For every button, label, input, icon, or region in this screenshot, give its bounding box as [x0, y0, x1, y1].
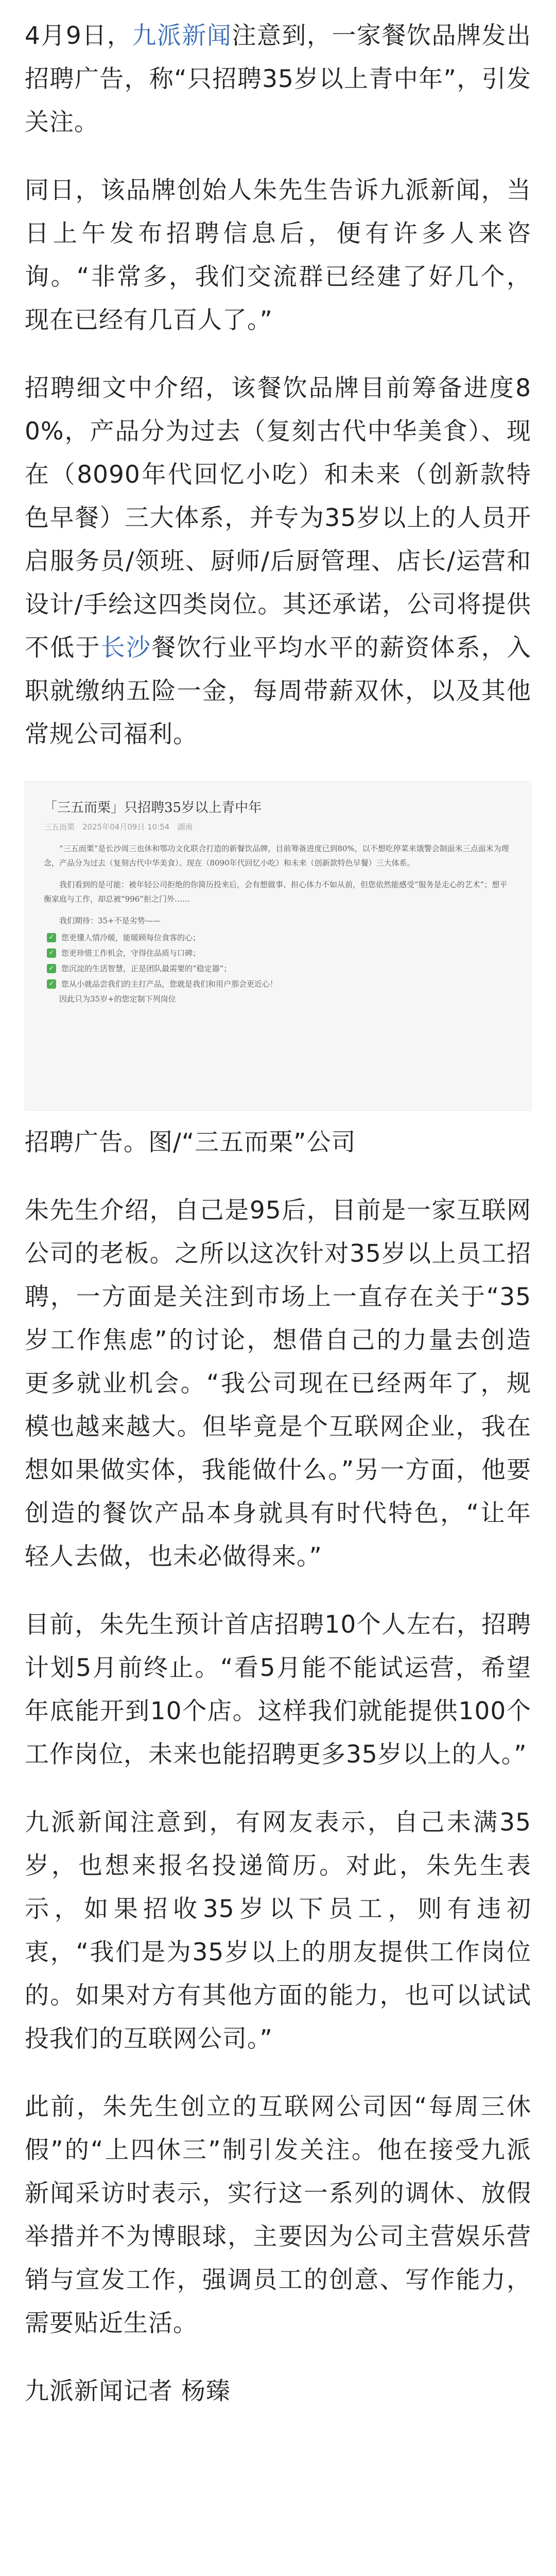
paragraph-4: 朱先生介绍，自己是95后，目前是一家互联网公司的老板。之所以这次针对35岁以上员工招聘，一方面是关注到市场上一直存在关于“35岁工作焦虑”的讨论，想借自己的力量去创造更多就业机会。“我公司现在已经两年了，规模也越来越大。但毕竟是个互联网企业，我在想如果做实体，我能做什么。”另一方面，他要创造的餐饮产品本身就具有时代特色，“让年轻人去做，也未必做得来。”: [25, 1196, 531, 1571]
changsha-link[interactable]: 长沙: [100, 634, 152, 662]
checkmark-icon: ✓: [47, 964, 56, 973]
notice-check-item: [47, 961, 512, 976]
jiupai-news-link[interactable]: 九派新闻: [132, 22, 232, 50]
check-text: 您更珍惜工作机会，守得住品质与口碑；: [61, 948, 201, 958]
p3-text-before: 招聘细文中介绍，该餐饮品牌目前筹备进度80%，产品分为过去（复刻古代中华美食）、现在（8090年代回忆小吃）和未来（创新款特色早餐）三大体系，并专为35岁以上的人员开启服务员/领班、厨师/后厨管理、店长/运营和设计/手绘这四类岗位。其还承诺，公司将提供不低于: [25, 374, 531, 662]
paragraph-5: 目前，朱先生预计首店招聘10个人左右，招聘计划5月前终止。“看5月能不能试运营，希望年底能开到10个店。这样我们就能提供100个工作岗位，未来也能招聘更多35岁以上的人。”: [25, 1611, 531, 1769]
notice-body-1: “三五而栗”是长沙周三也休和鄂功文化联合打造的新餐饮品牌，目前筹备进度已到80%，以不想吃停菜来饿警会制面米三点面米为理念，产品分为过去（复刻古代中华美食）、现在（8090年代回忆小吃）和未来（创新款特色早餐）三大体系。: [44, 844, 509, 868]
checkmark-icon: ✓: [47, 933, 56, 942]
paragraph-6: 九派新闻注意到，有网友表示，自己未满35岁，也想来报名投递简历。对此，朱先生表示，如果招收35岁以下员工，则有违初衷，“我们是为35岁以上的朋友提供工作岗位的。如果对方有其他方面的能力，也可以试试投我们的互联网公司。”: [25, 1808, 531, 2053]
paragraph-2: 同日，该品牌创始人朱先生告诉九派新闻，当日上午发布招聘信息后，便有许多人来咨询。“非常多，我们交流群已经建了好几个，现在已经有几百人了。”: [25, 176, 531, 334]
recruitment-notice-image: [25, 781, 531, 1111]
checkmark-icon: ✓: [47, 979, 56, 989]
paragraph-3: [25, 367, 531, 756]
reporter-byline: 九派新闻记者 杨臻: [25, 2377, 231, 2405]
check-text: 您从小就品尝我们的主打产品，您就是我们和用户那会更近心！: [61, 979, 278, 989]
check-text: 您沉淀的生活智慧，正是团队最需要的“稳定器”；: [61, 964, 232, 973]
notice-subtitle: 我们期待：35+不是劣势——: [59, 916, 161, 925]
p3-text-after: 餐饮行业平均水平的薪资体系，入职就缴纳五险一金，每周带薪双休，以及其他常规公司福利。: [25, 634, 532, 749]
notice-check-item: [47, 976, 512, 992]
p1-text-before: 4月9日，: [25, 22, 132, 50]
notice-check-item: [47, 945, 512, 961]
checkmark-icon: ✓: [47, 948, 56, 958]
notice-body-2: 我们看到的是可能：被年轻公司拒绝的你简历投来后，会有想做事、担心体力不如从前，但您依然能感受“服务是走心的艺术”；想平衡家庭与工作，却总被“996”拒之门外……: [44, 880, 508, 904]
notice-check-item: [47, 930, 512, 945]
paragraph-7: 此前，朱先生创立的互联网公司因“每周三休假”的“上四休三”制引发关注。他在接受九派新闻采访时表示，实行这一系列的调休、放假举措并不为博眼球，主要因为公司主营娱乐营销与宣发工作，强调员工的创意、写作能力，需要贴近生活。: [25, 2093, 531, 2337]
check-text: 您更懂人情冷暖，能暖顾每位食客的心；: [61, 933, 201, 942]
notice-title: 「三五而栗」只招聘35岁以上青中年: [44, 800, 262, 816]
notice-footer: 因此只为35岁+的您定制下列岗位: [59, 994, 176, 1004]
paragraph-1: [25, 14, 531, 144]
image-caption: 招聘广告。图/“三五而栗”公司: [25, 1128, 356, 1157]
notice-meta: 三五而栗 2025年04月09日 10:54 湖南: [44, 822, 193, 832]
p1-text-after: 注意到，一家餐饮品牌发出招聘广告，称“只招聘35岁以上青中年”，引发关注。: [25, 22, 532, 137]
